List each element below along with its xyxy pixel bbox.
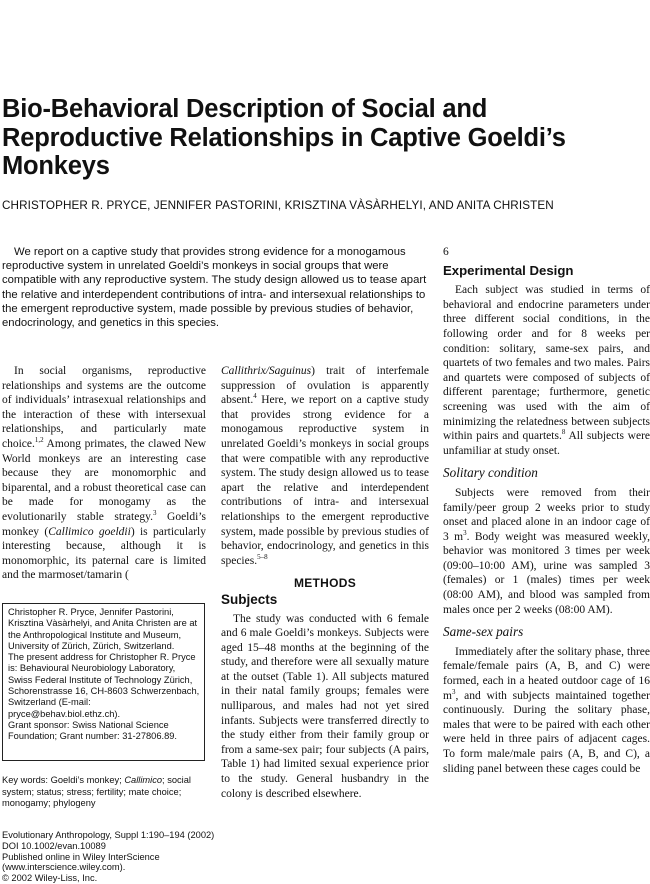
author-affiliation-box [2, 603, 205, 761]
subjects-paragraph: The study was conducted with 6 female and 6 male Goeldi’s monkeys. Subjects were aged 15–48 months at the beginning of the study, and therefore were all sexually mature at the outset (Table 1). All subjects matured in their natal family groups; females were nulliparous, and males had not yet sired infants. Subjects were transferred directly to the study either from their family group or from a same-sex pair; four subjects (A pairs, Table 1) had limited sexual experience prior to the study. General husbandry in the colony is described elsewhere. [221, 612, 429, 800]
subjects-heading: Subjects [221, 591, 278, 607]
citation: 3 [152, 509, 157, 518]
citation: 4 [253, 392, 257, 401]
abstract: We report on a captive study that provides strong evidence for a monogamous reproductive system in unrelated Goeldi’s monkeys in social groups that were compatible with any reproductive system. The study design allowed us to tease apart the relative and interdependent contributions of intra- and intersexual relationships to the emergent reproductive system, made possible by previous studies of behavior, endocrinology, and genetics in this species. [2, 246, 427, 330]
citation: 8 [561, 428, 566, 437]
body-column-2 [221, 364, 429, 801]
publication-info [2, 830, 215, 884]
online-url: (www.interscience.wiley.com). [2, 862, 126, 873]
present-address: The present address for Christopher R. Pryce is: Behavioural Neurobiology Laboratory, Swiss Federal Institute of Technology Zürich, Schorenstrasse 16, CH-8603 Schwerzenbach, Switzerland (E-mail: pryce@behav.biol.ethz.ch). [8, 652, 200, 719]
body-column-3 [443, 245, 650, 776]
samesex-paragraph: Immediately after the solitary phase, three female/female pairs (A, B, and C) were formed, each in a heated outdoor cage of 16 $m^3$, and with subjects maintained together continuously. During the solitary phase, males that were to be paired with each other were held in three pairs of adjacent cages. To form male/male pairs (A, B, and C), a sliding panel between these cages could be [443, 645, 650, 775]
intro-continued: Callithrix/Saguinus) trait of interfemale suppression of ovulation is apparently absent.$^4$ Here, we report on a captive study that provides strong evidence for a monogamous reproductive system in unrelated Goeldi’s monkeys in social groups that were compatible with any reproductive system. The study design allowed us to tease apart the relative and interdependent contributions of intra- and intersexual relationships to the emergent reproductive system, made possible by previous studies of behavior, endocrinology, and genetics in this species.$^{5-8}$ [221, 365, 429, 567]
affiliation-text: Christopher R. Pryce, Jennifer Pastorini, Krisztina Vàsàrhelyi, and Anita Christen are at the Anthropological Institute and Museum, University of Zürich, Zürich, Switzerland. [8, 607, 198, 651]
design-paragraph: Each subject was studied in terms of behavioral and endocrine parameters under three different social conditions, in the following order and for 8 weeks per condition: solitary, same-sex pairs, and quartets of two females and two males. Pairs and quartets were composed of subjects of different parentage; furthermore, genetic screening was used with the aim of minimizing the relatedness between subjects within pairs and quartets.$^8$ All subjects were unfamiliar at study onset. [443, 284, 650, 457]
article-title: Bio-Behavioral Description of Social and Reproductive Relationships in Captive Goeldi’s Monkeys [2, 95, 566, 180]
methods-heading: METHODS [293, 576, 357, 591]
solitary-heading: Solitary condition [443, 465, 538, 481]
solitary-paragraph: Subjects were removed from their family/peer group 2 weeks prior to study onset and placed alone in an indoor cage of 3 $m^3$. Body weight was measured weekly, behavior was monitored 3 times per week (09:00–10:00 AM), urine was sampled 3 (females) or 1 (males) times per week (08:00 AM), and blood was sampled from males once per 2 weeks (08:00 AM). [443, 486, 650, 616]
copyright: © 2002 Wiley-Liss, Inc. [2, 873, 98, 884]
online-note: Published online in Wiley InterScience [2, 851, 160, 862]
samesex-heading: Same-sex pairs [443, 624, 524, 640]
body-column-1 [2, 364, 206, 583]
design-heading: Experimental Design [443, 262, 574, 278]
intro-paragraph: In social organisms, reproductive relationships and systems are the outcome of individuals’ intrasexual relationships and the interaction of these with intersexual relationships, and particularly mate choice.$^{1,2}$ Among primates, the clawed New World monkeys are an interesting case because they are monomorphic and biparental, and a robust theoretical case can be made for monogamy as the evolutionarily stable strategy.$^3$ Goeldi’s monkey (Callimico goeldii) is particularly interesting because, although it is monomorphic, its paternal care is limited and the marmoset/tamarin ( [2, 365, 206, 582]
journal-citation: Evolutionary Anthropology, Suppl 1:190–194 (2002) [2, 830, 215, 840]
author-list: CHRISTOPHER R. PRYCE, JENNIFER PASTORINI, KRISZTINA VÀSÀRHELYI, AND ANITA CHRISTEN [2, 199, 554, 212]
citation: 1,2 [34, 436, 44, 445]
keywords: Key words: Goeldi’s monkey; Callimico; social system; status; stress; fertility; mate choice; monogamy; phylogeny [2, 775, 191, 808]
citation: 5–8 [257, 552, 268, 561]
subjects-paragraph-continued: 6 [443, 246, 449, 258]
doi: DOI 10.1002/evan.10089 [2, 840, 106, 851]
grant-info: Grant sponsor: Swiss National Science Foundation; Grant number: 31-27806.89. [8, 719, 178, 742]
